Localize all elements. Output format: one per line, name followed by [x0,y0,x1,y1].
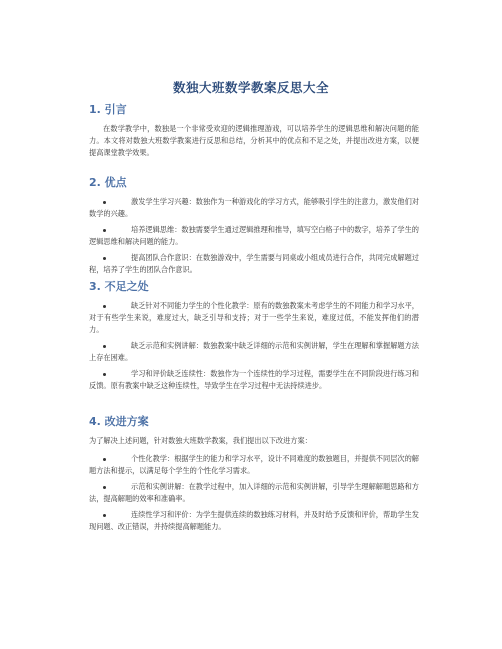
bullet-icon [103,305,106,308]
list-item-text: 培养逻辑思维：数独需要学生通过逻辑推理和推导，填写空白格子中的数字，培养了学生的逻辑思维和解决问题的能力。 [89,225,419,246]
list-item [89,340,419,364]
bullet-icon [103,257,106,260]
bullet-icon [103,458,106,461]
document-title: 数独大班数学教案反思大全 [172,80,329,95]
section-paragraph: 为了解决上述问题，针对数独大班数学教案，我们提出以下改进方案： [89,436,312,445]
bullet-list [89,300,419,392]
section-advantages [89,176,419,280]
section-heading: 1. 引言 [89,103,127,116]
list-item [89,453,419,477]
list-item-text: 缺乏针对不同能力学生的个性化教学：原有的数独教案未考虑学生的不同能力和学习水平，对于有些学生来说，难度过大，缺乏引导和支持；对于一些学生来说，难度过低，不能发挥他们的潜力。 [89,301,419,334]
bullet-list [89,196,419,276]
list-item-text: 激发学生学习兴趣：数独作为一种游戏化的学习方式，能够吸引学生的注意力，激发他们对数学的兴趣。 [89,197,419,218]
section-heading: 3. 不足之处 [89,280,149,293]
bullet-icon [103,373,106,376]
list-item [89,300,419,336]
list-item-text: 提高团队合作意识：在数独游戏中，学生需要与同桌或小组成员进行合作，共同完成解题过程，培养了学生的团队合作意识。 [89,253,419,274]
section-improvements [89,415,419,537]
list-item [89,368,419,392]
bullet-icon [103,486,106,489]
bullet-icon [103,201,106,204]
bullet-icon [103,229,106,232]
list-item [89,224,419,248]
list-item [89,481,419,505]
bullet-icon [103,514,106,517]
bullet-icon [103,345,106,348]
list-item-text: 示范和实例讲解：在教学过程中，加入详细的示范和实例讲解，引导学生理解解题思路和方法，提高解题的效率和准确率。 [89,482,419,503]
section-shortcomings [89,280,419,396]
list-item [89,509,419,533]
section-heading: 4. 改进方案 [89,415,149,428]
list-item-text: 连续性学习和评价：为学生提供连续的数独练习材料，并及时给予反馈和评价，帮助学生发现问题、改正错误，并持续提高解题能力。 [89,510,419,531]
bullet-list [89,453,419,533]
section-introduction [89,103,419,159]
list-item [89,252,419,276]
list-item-text: 缺乏示范和实例讲解：数独教案中缺乏详细的示范和实例讲解，学生在理解和掌握解题方法上存在困难。 [89,341,419,362]
section-heading: 2. 优点 [89,176,127,189]
list-item-text: 学习和评价缺乏连续性：数独作为一个连续性的学习过程，需要学生在不同阶段进行练习和反馈。原有教案中缺乏这种连续性，导致学生在学习过程中无法持续进步。 [89,369,419,390]
section-paragraph: 在数学教学中，数独是一个非常受欢迎的逻辑推理游戏，可以培养学生的逻辑思维和解决问题的能力。本文将对数独大班数学教案进行反思和总结，分析其中的优点和不足之处，并提出改进方案，以便提高课堂教学效果。 [89,124,419,157]
list-item [89,196,419,220]
list-item-text: 个性化教学：根据学生的能力和学习水平，设计不同难度的数独题目，并提供不同层次的解题方法和提示，以满足每个学生的个性化学习需求。 [89,454,419,475]
